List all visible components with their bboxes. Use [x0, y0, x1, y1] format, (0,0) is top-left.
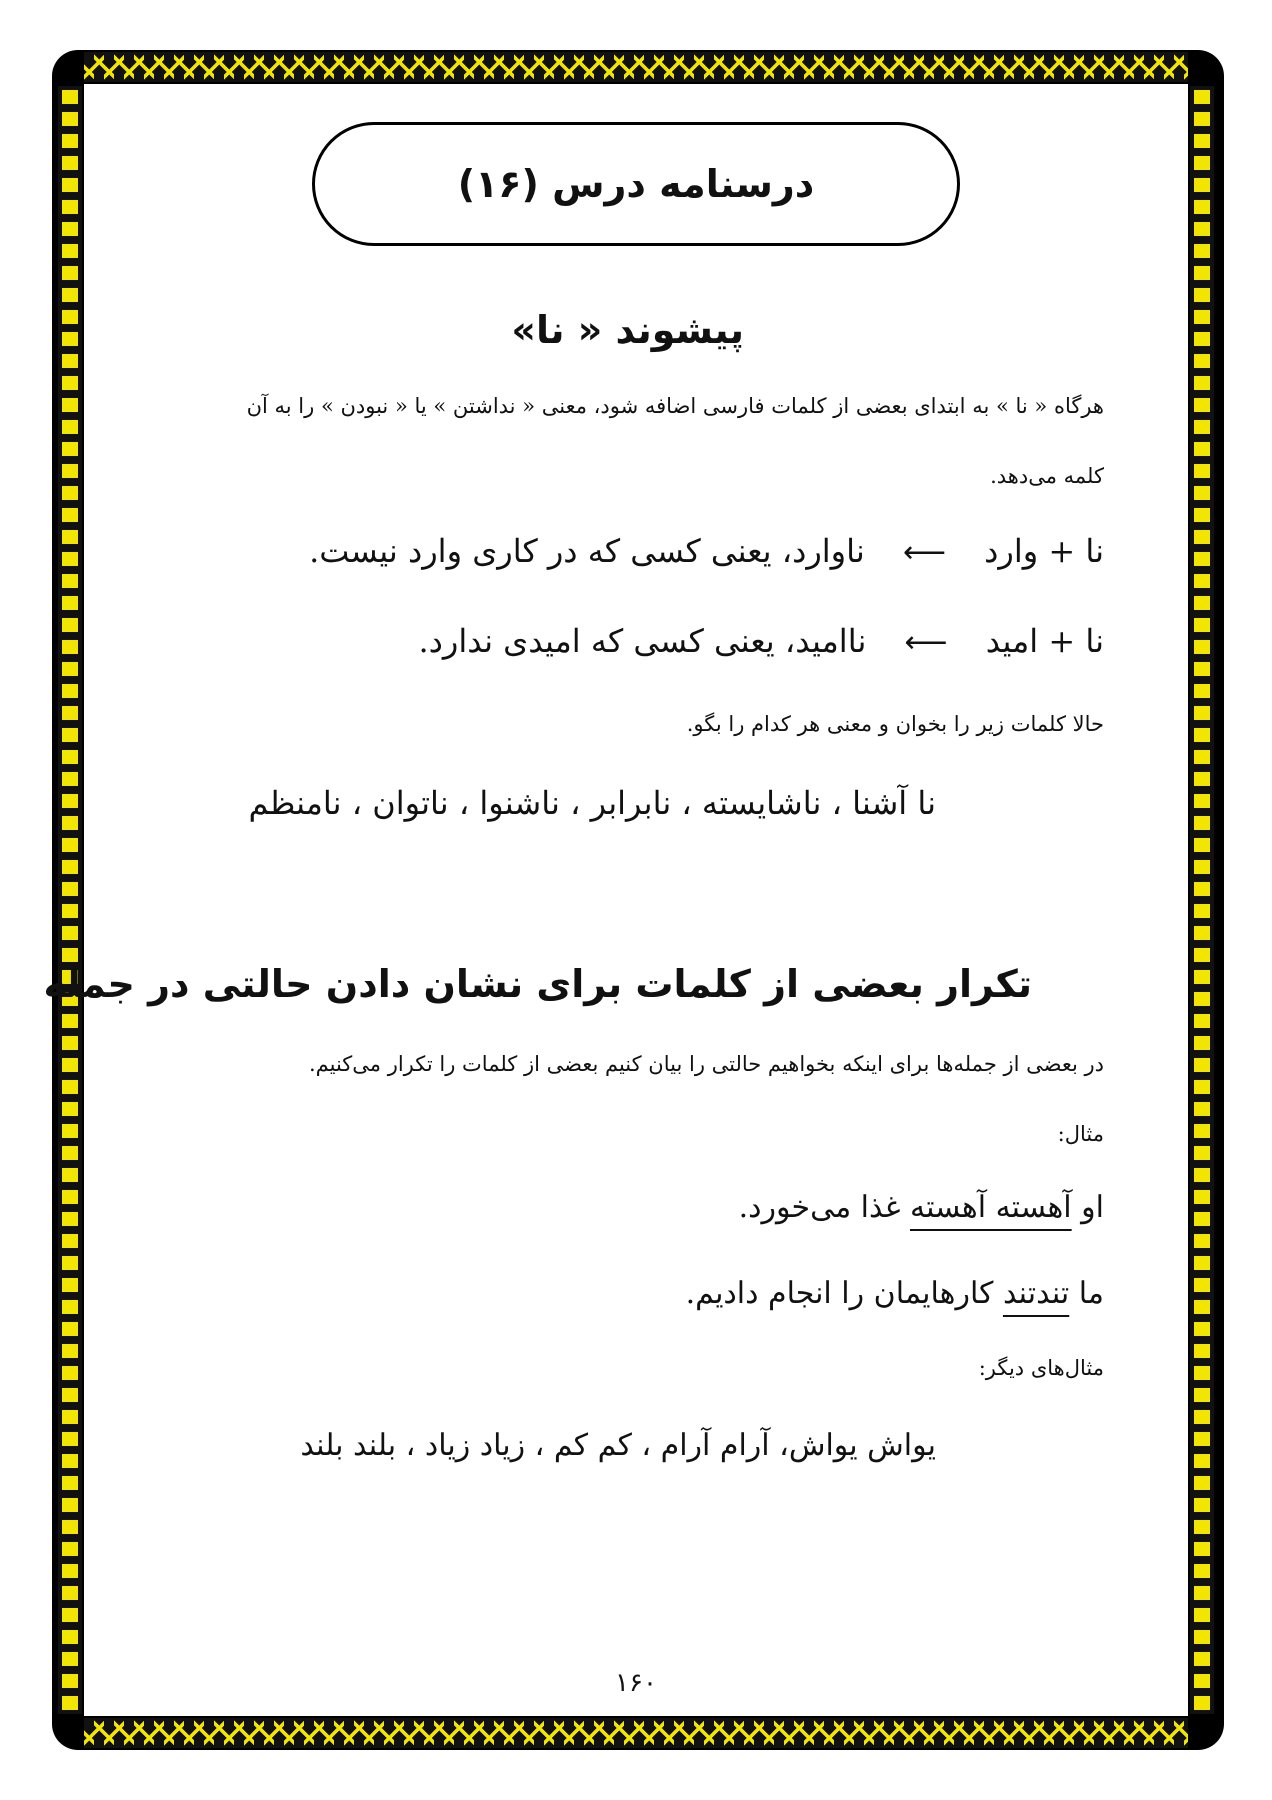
example1-root: نا + وارد	[984, 532, 1104, 570]
example2-meaning: ناامید، یعنی کسی که امیدی ندارد.	[418, 622, 867, 660]
example-label: مثال:	[1057, 1122, 1104, 1146]
example-sentence-2	[686, 1276, 1104, 1311]
arrow-left-icon: ⟵	[904, 625, 948, 660]
example2-root: نا + امید	[985, 622, 1104, 660]
section1-heading: پیشوند « نا»	[511, 308, 744, 352]
sentence2-after: کارهایمان را انجام دادیم.	[685, 1276, 1003, 1311]
sentence1-before: او	[1071, 1190, 1104, 1225]
frame-right-band	[1190, 86, 1214, 1714]
page-number: ۱۶۰	[615, 1668, 657, 1698]
frame-left-band	[58, 86, 82, 1714]
section1-intro-line1: هرگاه « نا » به ابتدای بعضی از کلمات فارسی اضافه شود، معنی « نداشتن » یا « نبودن » را به آن	[246, 394, 1104, 418]
arrow-left-icon: ⟵	[902, 535, 946, 570]
lesson-title: درسنامه درس (۱۶)	[457, 162, 815, 206]
frame-top-band	[84, 52, 1188, 82]
lesson-title-box	[312, 122, 960, 246]
example-row-2	[284, 622, 1104, 660]
sentence2-highlight: تندتند	[1002, 1276, 1070, 1311]
more-examples-words: یواش یواش، آرام آرام ، کم کم ، زیاد زیاد ، بلند بلند	[300, 1428, 936, 1463]
section1-word-list: نا آشنا ، ناشایسته ، نابرابر ، ناشنوا ، ناتوان ، نامنظم	[248, 784, 936, 822]
example-row-1	[284, 532, 1104, 570]
section1-instruction: حالا کلمات زیر را بخوان و معنی هر کدام را بگو.	[686, 712, 1104, 736]
sentence1-highlight: آهسته آهسته	[909, 1190, 1072, 1225]
section1-intro-line2: کلمه می‌دهد.	[990, 464, 1104, 488]
more-examples-label: مثال‌های دیگر:	[978, 1356, 1104, 1380]
sentence2-before: ما	[1069, 1276, 1104, 1311]
example1-meaning: ناوارد، یعنی کسی که در کاری وارد نیست.	[309, 532, 865, 570]
sentence1-after: غذا می‌خورد.	[738, 1190, 910, 1225]
section2-heading: تکرار بعضی از کلمات برای نشان دادن حالتی در جمله	[43, 962, 1032, 1006]
section2-intro: در بعضی از جمله‌ها برای اینکه بخواهیم حالتی را بیان کنیم بعضی از کلمات را تکرار می‌کنیم.	[308, 1052, 1104, 1076]
example-sentence-1	[739, 1190, 1104, 1225]
frame-bottom-band	[84, 1718, 1188, 1748]
